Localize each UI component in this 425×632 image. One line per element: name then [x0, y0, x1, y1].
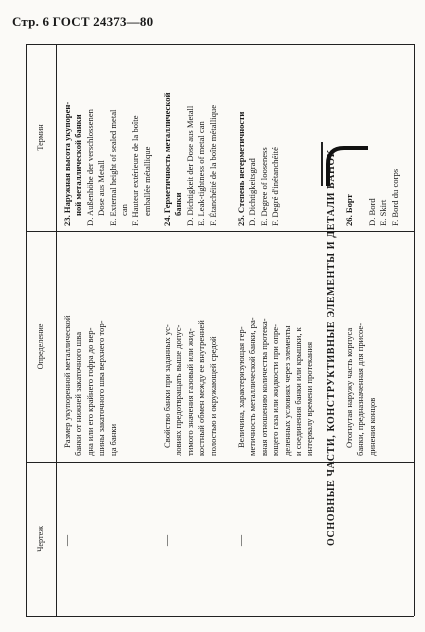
definition-line: полостью и окружающей средой [207, 336, 218, 456]
term-cell [162, 48, 219, 226]
definition-line: костный обмен между ее внутренней [196, 320, 207, 456]
definition-line: интервалу времени протекания [304, 341, 315, 456]
table-rule [26, 616, 414, 617]
flange-drawing [318, 134, 378, 194]
definition-line: шины закаточного шва верхнего тор- [96, 320, 107, 456]
column-header-definition: Определение [36, 323, 46, 370]
page-header: Стр. 6 ГОСТ 24373—80 [12, 14, 154, 29]
section-heading: ОСНОВНЫЕ ЧАСТИ, КОНСТРУКТИВНЫЕ ЭЛЕМЕНТЫ И ДЕТАЛИ БАНОК [326, 149, 337, 546]
definition-line: метичность металлической банки, ра- [247, 317, 258, 456]
drawing-cell-empty: — [235, 535, 247, 546]
definition-line: Размер укупоренной металлической [62, 315, 72, 448]
term-line: D. Außenhöhe der verschlossenen [84, 109, 95, 226]
term-line: F. Bord du corps [389, 168, 400, 226]
definition-line: ющего газа или жидкости при опре- [270, 324, 281, 456]
terms-table [26, 44, 414, 616]
term-cell [236, 48, 282, 226]
rotated-table-body [26, 44, 414, 616]
definition-line: вная отношению количества протека- [258, 318, 269, 456]
term-line: 23. Наружная высота укупорен- [62, 101, 72, 226]
term-line: 26. Борт [344, 194, 354, 226]
term-line: Dose aus Metall [96, 160, 107, 216]
definition-cell [62, 234, 119, 456]
table-rule [414, 44, 415, 616]
definition-line: и соединения банки или крышки, к [293, 327, 304, 456]
definition-line: банки, предназначенная для присое- [355, 322, 366, 456]
definition-line: Свойство банки при заданных ус- [162, 324, 172, 448]
definition-line: деленных условиях через элементы [281, 325, 292, 456]
term-line: ной металлической банки [73, 114, 84, 216]
term-line: E. Skirt [378, 199, 389, 226]
term-line: E. External height of sealed metal [107, 109, 118, 226]
column-header-drawing: Чертеж [36, 526, 46, 552]
term-line: банки [173, 192, 184, 216]
term-line: F. Degré d'inétanchéité [270, 147, 281, 226]
definition-line: тимого значения газовый или жид- [184, 328, 195, 456]
term-line: emballée métallique [141, 146, 152, 216]
definition-line: ловиях предотвращать выше допус- [173, 324, 184, 456]
definition-cell [162, 234, 219, 456]
term-line: 25. Степень негерметичности [236, 111, 246, 226]
term-line: can [119, 204, 130, 216]
definition-line: банки от нижней закаточного шва [73, 331, 84, 456]
term-line: D. Dichtigkeit der Dose aus Metall [184, 105, 195, 226]
drawing-cell-empty: — [161, 535, 173, 546]
term-line: E. Leak-tightness of metal can [196, 121, 207, 226]
term-line: D. Dichtigkeitsgrad [247, 158, 258, 226]
definition-line: динения концов [366, 397, 377, 456]
definition-line: ца банки [107, 423, 118, 456]
term-line: F. Hauteur extérieure de la boîte [130, 115, 141, 226]
column-header-term: Термин [36, 124, 46, 151]
term-line: F. Étanchéité de la boîte métallique [207, 104, 218, 226]
definition-cell [344, 234, 378, 456]
definition-line: Отогнутая наружу часть корпуса [344, 327, 354, 448]
definition-line: дна или его крайнего гофра до вер- [84, 327, 95, 456]
term-line: 24. Герметичность металлической [162, 92, 172, 226]
term-line: E. Degree of looseness [258, 147, 269, 226]
drawing-cell-empty: — [61, 535, 73, 546]
definition-cell [236, 234, 316, 456]
term-line: D. Bord [366, 198, 377, 226]
definition-line: Величина, характеризующая гер- [236, 326, 246, 448]
term-cell [62, 48, 153, 226]
